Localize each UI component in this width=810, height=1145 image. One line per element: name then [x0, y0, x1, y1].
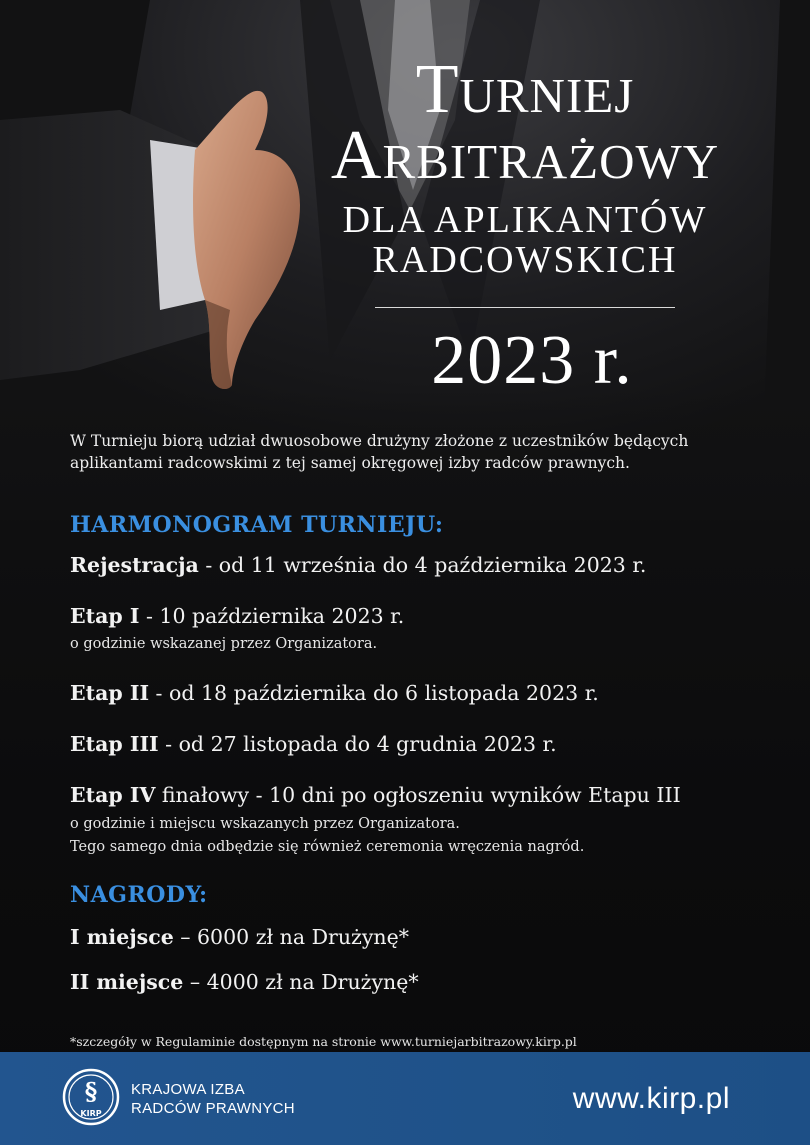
prize-item-text: – 6000 zł na Drużynę*: [173, 925, 410, 949]
schedule-item-stage-3: [70, 732, 557, 756]
footnote: *szczegóły w Regulaminie dostępnym na stronie www.turniejarbitrazowy.kirp.pl: [70, 1034, 577, 1049]
website-link[interactable]: www.kirp.pl: [572, 1082, 730, 1115]
schedule-item-label: Etap IV: [70, 783, 156, 807]
footer-bar: [0, 1052, 810, 1145]
schedule-heading: HARMONOGRAM TURNIEJU:: [70, 512, 444, 538]
schedule-item-text: finałowy - 10 dni po ogłoszeniu wyników Etapu III: [155, 783, 681, 807]
schedule-item-note-2: Tego samego dnia odbędzie się również ceremonia wręczenia nagród.: [70, 839, 585, 855]
org-name-line-2: RADCÓW PRAWNYCH: [131, 1100, 295, 1117]
title-divider: [375, 307, 675, 308]
schedule-item-stage-1: [70, 604, 404, 628]
prize-item-text: – 4000 zł na Drużynę*: [183, 970, 419, 994]
schedule-item-label: Etap III: [70, 732, 159, 756]
intro-line-1: W Turnieju biorą udział dwuosobowe drużyny złożone z uczestników będących: [70, 432, 689, 450]
schedule-item-text: - od 18 października do 6 listopada 2023 r.: [149, 681, 599, 705]
intro-line-2: aplikantami radcowskimi z tej samej okręgowej izby radców prawnych.: [70, 454, 630, 472]
prize-item-first: [70, 925, 409, 949]
schedule-item-text: - 10 października 2023 r.: [139, 604, 405, 628]
prize-item-second: [70, 970, 419, 994]
schedule-item-label: Etap I: [70, 604, 140, 628]
schedule-item-label: Etap II: [70, 681, 150, 705]
schedule-item-stage-2: [70, 681, 599, 705]
prizes-heading: NAGRODY:: [70, 882, 208, 908]
org-name: [131, 1080, 295, 1118]
logo-symbol: §: [84, 1077, 98, 1106]
kirp-seal-icon: [62, 1068, 120, 1126]
schedule-item-registration: [70, 553, 646, 577]
schedule-item-note: o godzinie i miejscu wskazanych przez Organizatora.: [70, 816, 460, 832]
schedule-item-text: - od 11 września do 4 października 2023 r.: [198, 553, 647, 577]
schedule-item-stage-4: [70, 783, 681, 807]
schedule-item-note: o godzinie wskazanej przez Organizatora.: [70, 636, 378, 652]
intro-text: [70, 430, 760, 474]
prize-item-label: I miejsce: [70, 925, 174, 949]
title-line-3: DLA APLIKANTÓW: [342, 199, 708, 241]
schedule-item-text: - od 27 listopada do 4 grudnia 2023 r.: [158, 732, 557, 756]
org-name-line-1: KRAJOWA IZBA: [131, 1081, 245, 1098]
schedule-item-label: Rejestracja: [70, 553, 199, 577]
title-year: 2023 r.: [431, 321, 633, 399]
prize-item-label: II miejsce: [70, 970, 184, 994]
logo-text: KIRP: [80, 1109, 102, 1118]
title-line-2: Arbitrażowy: [330, 117, 720, 194]
title-line-4: RADCOWSKICH: [372, 238, 678, 281]
title-block: [290, 51, 760, 399]
title-line-1: Turniej: [415, 51, 635, 128]
